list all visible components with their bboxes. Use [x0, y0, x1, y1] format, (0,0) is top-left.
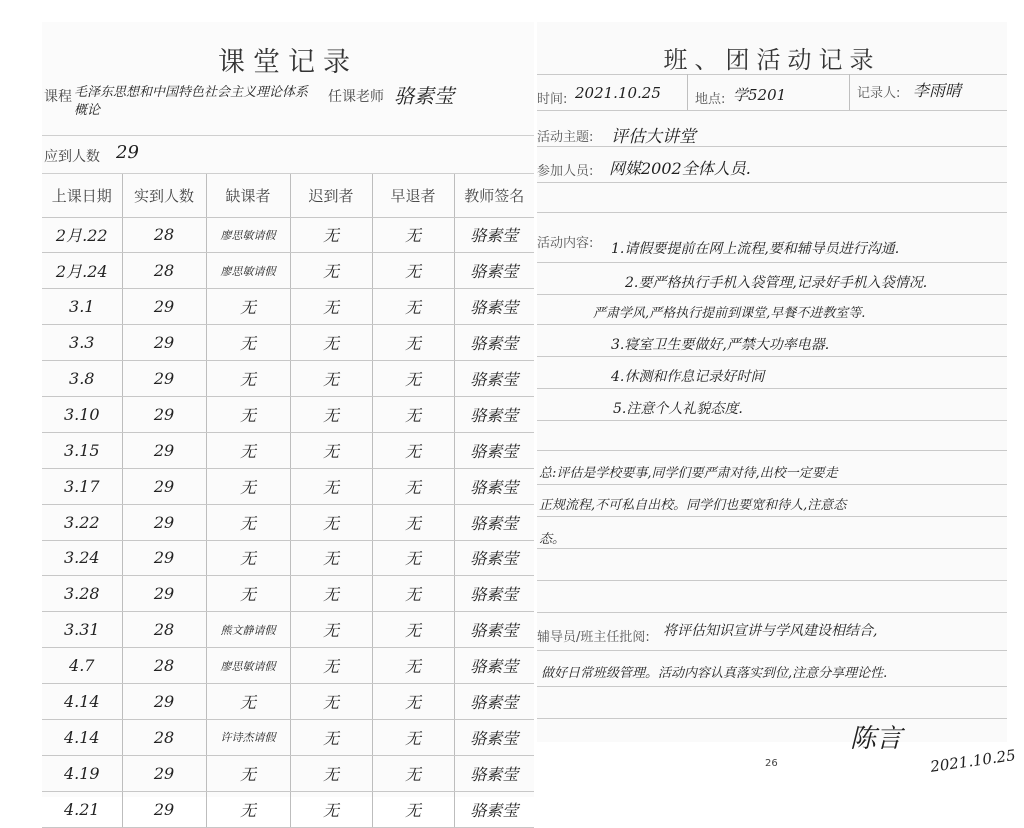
content-label: 活动内容:	[537, 236, 594, 251]
attendance-table	[42, 174, 534, 828]
divider	[537, 650, 1007, 651]
table-row	[42, 289, 534, 325]
cell-absent: 无	[206, 432, 290, 468]
summary-line: 总:评估是学校要事,同学们要严肃对待,出校一定要走	[539, 466, 838, 481]
course-value: 毛泽东思想和中国特色社会主义理论体系概论	[74, 85, 309, 118]
header-absent: 缺课者	[206, 174, 290, 217]
teacher-value: 骆素莹	[394, 84, 454, 108]
cell-present: 28	[122, 612, 206, 648]
cell-present: 29	[122, 361, 206, 397]
cell-late: 无	[290, 504, 372, 540]
cell-absent: 无	[206, 361, 290, 397]
cell-signature: 骆素莹	[454, 325, 534, 361]
summary-line: 态。	[539, 532, 566, 547]
cell-absent: 无	[206, 684, 290, 720]
table-row	[42, 612, 534, 648]
cell-absent: 熊文静请假	[206, 612, 290, 648]
table-row	[42, 396, 534, 432]
cell-early: 无	[372, 289, 454, 325]
table-row	[42, 504, 534, 540]
cell-late: 无	[290, 396, 372, 432]
content-line: 严肃学风,严格执行提前到课堂,早餐不进教室等.	[593, 306, 866, 321]
divider	[537, 262, 1007, 263]
divider	[537, 450, 1007, 451]
table-row	[42, 325, 534, 361]
cell-date: 2月.22	[42, 217, 122, 253]
recorder-value: 李雨晴	[913, 81, 962, 100]
course-label: 课程	[44, 89, 72, 105]
header-late: 迟到者	[290, 174, 372, 217]
cell-signature: 骆素莹	[454, 396, 534, 432]
cell-signature: 骆素莹	[454, 217, 534, 253]
cell-early: 无	[372, 361, 454, 397]
divider	[537, 182, 1007, 183]
table-row	[42, 684, 534, 720]
cell-late: 无	[290, 791, 372, 827]
cell-present: 29	[122, 468, 206, 504]
divider	[537, 516, 1007, 517]
review-line: 将评估知识宣讲与学风建设相结合,	[663, 623, 878, 639]
table-row	[42, 468, 534, 504]
counselor-signature: 陈言	[850, 724, 903, 754]
divider	[537, 212, 1007, 213]
cell-early: 无	[372, 648, 454, 684]
cell-early: 无	[372, 504, 454, 540]
cell-absent: 无	[206, 325, 290, 361]
activity-title: 班、团活动记录	[663, 46, 881, 74]
cell-early: 无	[372, 396, 454, 432]
cell-present: 29	[122, 755, 206, 791]
divider	[849, 74, 850, 110]
cell-date: 4.7	[42, 648, 122, 684]
cell-late: 无	[290, 755, 372, 791]
cell-early: 无	[372, 755, 454, 791]
cell-present: 28	[122, 648, 206, 684]
cell-absent: 无	[206, 289, 290, 325]
theme-label: 活动主题:	[537, 130, 594, 145]
theme-value: 评估大讲堂	[611, 127, 696, 147]
expected-label: 应到人数	[44, 149, 100, 165]
cell-present: 29	[122, 576, 206, 612]
teacher-label: 任课老师	[328, 89, 384, 105]
cell-signature: 骆素莹	[454, 540, 534, 576]
cell-early: 无	[372, 253, 454, 289]
summary-line: 正规流程,不可私自出校。同学们也要宽和待人,注意态	[539, 498, 847, 513]
cell-early: 无	[372, 684, 454, 720]
cell-late: 无	[290, 612, 372, 648]
cell-late: 无	[290, 361, 372, 397]
cell-late: 无	[290, 468, 372, 504]
table-row	[42, 540, 534, 576]
divider	[537, 580, 1007, 581]
table-header-row	[42, 174, 534, 217]
time-label: 时间:	[537, 92, 568, 107]
content-line: 4.休测和作息记录好时间	[611, 369, 765, 385]
cell-absent: 无	[206, 791, 290, 827]
cell-early: 无	[372, 612, 454, 648]
header-signature: 教师签名	[454, 174, 534, 217]
cell-date: 3.22	[42, 504, 122, 540]
page-number: 26	[765, 758, 778, 769]
header-present: 实到人数	[122, 174, 206, 217]
cell-date: 4.14	[42, 719, 122, 755]
time-value: 2021.10.25	[575, 84, 661, 102]
table-row	[42, 217, 534, 253]
cell-late: 无	[290, 540, 372, 576]
cell-signature: 骆素莹	[454, 612, 534, 648]
cell-date: 3.28	[42, 576, 122, 612]
cell-signature: 骆素莹	[454, 504, 534, 540]
content-line: 3.寝室卫生要做好,严禁大功率电器.	[611, 337, 830, 353]
divider	[537, 612, 1007, 613]
table-row	[42, 791, 534, 827]
cell-absent: 无	[206, 755, 290, 791]
table-row	[42, 432, 534, 468]
cell-absent: 许诗杰请假	[206, 719, 290, 755]
cell-date: 3.1	[42, 289, 122, 325]
content-line: 5.注意个人礼貌态度.	[613, 401, 743, 417]
cell-signature: 骆素莹	[454, 684, 534, 720]
cell-absent: 无	[206, 396, 290, 432]
activity-page	[537, 22, 1007, 742]
cell-late: 无	[290, 719, 372, 755]
review-label: 辅导员/班主任批阅:	[537, 630, 650, 645]
participants-value: 网媒2002全体人员.	[609, 159, 751, 178]
table-row	[42, 253, 534, 289]
cell-signature: 骆素莹	[454, 791, 534, 827]
content-line: 1.请假要提前在网上流程,要和辅导员进行沟通.	[611, 241, 900, 257]
divider	[537, 356, 1007, 357]
cell-early: 无	[372, 719, 454, 755]
cell-early: 无	[372, 540, 454, 576]
divider	[537, 718, 1007, 719]
table-row	[42, 576, 534, 612]
cell-present: 28	[122, 253, 206, 289]
cell-absent: 无	[206, 576, 290, 612]
divider	[537, 74, 1007, 75]
table-row	[42, 719, 534, 755]
cell-signature: 骆素莹	[454, 361, 534, 397]
cell-date: 3.31	[42, 612, 122, 648]
expected-value: 29	[116, 142, 139, 163]
attendance-title: 课堂记录	[218, 47, 358, 78]
cell-absent: 无	[206, 540, 290, 576]
cell-present: 29	[122, 432, 206, 468]
participants-label: 参加人员:	[537, 164, 594, 179]
content-line: 2.要严格执行手机入袋管理,记录好手机入袋情况.	[625, 275, 928, 291]
cell-absent: 无	[206, 468, 290, 504]
cell-present: 29	[122, 684, 206, 720]
divider	[537, 324, 1007, 325]
cell-signature: 骆素莹	[454, 468, 534, 504]
cell-date: 4.14	[42, 684, 122, 720]
review-line: 做好日常班级管理。活动内容认真落实到位,注意分享理论性.	[541, 666, 888, 681]
cell-early: 无	[372, 325, 454, 361]
cell-date: 3.3	[42, 325, 122, 361]
cell-date: 4.19	[42, 755, 122, 791]
cell-signature: 骆素莹	[454, 755, 534, 791]
cell-date: 3.24	[42, 540, 122, 576]
expected-row	[42, 136, 534, 174]
divider	[537, 420, 1007, 421]
header-early: 早退者	[372, 174, 454, 217]
cell-late: 无	[290, 325, 372, 361]
cell-late: 无	[290, 648, 372, 684]
cell-late: 无	[290, 432, 372, 468]
cell-late: 无	[290, 684, 372, 720]
divider	[537, 484, 1007, 485]
divider	[537, 686, 1007, 687]
cell-absent: 廖思敏请假	[206, 253, 290, 289]
cell-present: 29	[122, 791, 206, 827]
cell-signature: 骆素莹	[454, 253, 534, 289]
cell-early: 无	[372, 432, 454, 468]
cell-present: 29	[122, 540, 206, 576]
divider	[537, 548, 1007, 549]
cell-present: 29	[122, 396, 206, 432]
cell-late: 无	[290, 253, 372, 289]
cell-absent: 无	[206, 504, 290, 540]
header-date: 上课日期	[42, 174, 122, 217]
table-row	[42, 648, 534, 684]
cell-present: 28	[122, 217, 206, 253]
cell-signature: 骆素莹	[454, 432, 534, 468]
cell-signature: 骆素莹	[454, 719, 534, 755]
divider	[537, 388, 1007, 389]
recorder-label: 记录人:	[857, 86, 901, 101]
cell-late: 无	[290, 576, 372, 612]
cell-signature: 骆素莹	[454, 576, 534, 612]
cell-present: 28	[122, 719, 206, 755]
course-row	[42, 78, 534, 136]
table-row	[42, 361, 534, 397]
cell-date: 3.15	[42, 432, 122, 468]
divider	[537, 294, 1007, 295]
cell-early: 无	[372, 791, 454, 827]
cell-present: 29	[122, 504, 206, 540]
cell-date: 3.17	[42, 468, 122, 504]
cell-signature: 骆素莹	[454, 648, 534, 684]
cell-absent: 廖思敏请假	[206, 217, 290, 253]
cell-absent: 廖思敏请假	[206, 648, 290, 684]
attendance-page	[42, 22, 534, 820]
divider	[687, 74, 688, 110]
cell-date: 3.8	[42, 361, 122, 397]
place-label: 地点:	[695, 92, 726, 107]
cell-present: 29	[122, 289, 206, 325]
cell-date: 3.10	[42, 396, 122, 432]
cell-date: 2月.24	[42, 253, 122, 289]
cell-late: 无	[290, 289, 372, 325]
table-row	[42, 755, 534, 791]
place-value: 学5201	[733, 86, 787, 104]
cell-date: 4.21	[42, 791, 122, 827]
divider	[537, 110, 1007, 111]
signature-date: 2021.10.25	[929, 746, 1017, 776]
cell-early: 无	[372, 576, 454, 612]
cell-late: 无	[290, 217, 372, 253]
cell-early: 无	[372, 468, 454, 504]
divider	[537, 146, 1007, 147]
cell-early: 无	[372, 217, 454, 253]
cell-present: 29	[122, 325, 206, 361]
cell-signature: 骆素莹	[454, 289, 534, 325]
